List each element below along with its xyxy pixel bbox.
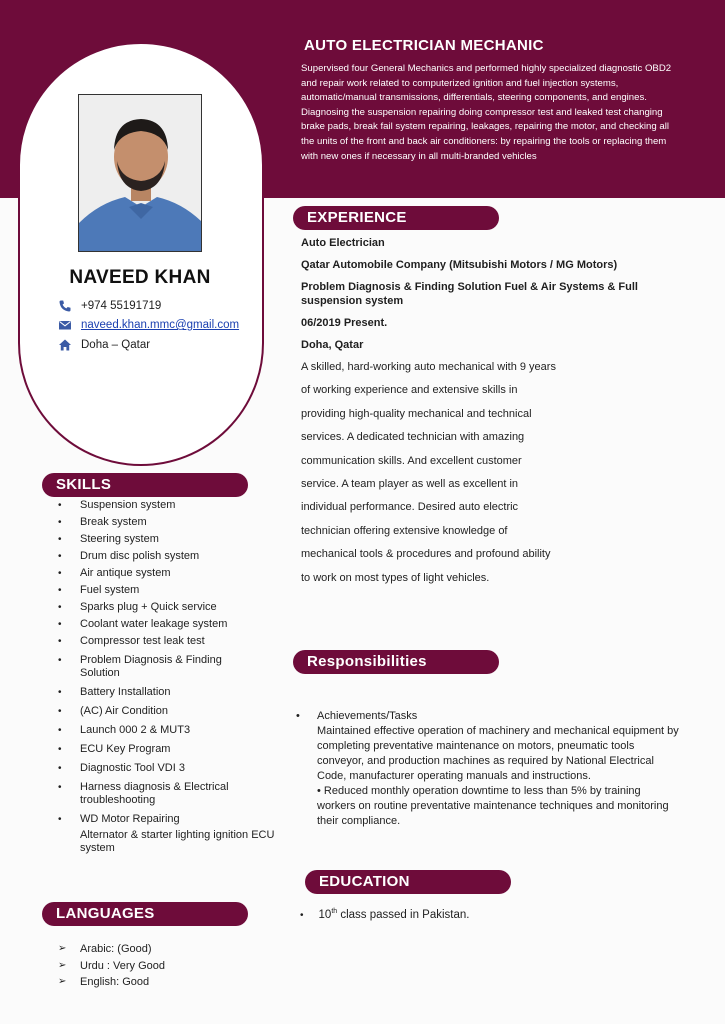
phone-number: +974 55191719 [81, 300, 162, 312]
skill-item: • Suspension system [58, 499, 310, 512]
job-title: AUTO ELECTRICIAN MECHANIC [304, 37, 544, 54]
education-num: 10 [318, 908, 332, 921]
experience-description: A skilled, hard-working auto mechanical with 9 years of working experience and extensive skills in providing high-quality mechanical and technical services. A dedicated technician with amazing communication skills. And excellent customer service. A team player as well as excellent in individual performance. Desired auto electric technician offering extensive knowledge of mechanical tools & procedures and profound ability to work on most types of light vehicles. [301, 361, 556, 584]
skill-item: • Launch 000 2 & MUT3 [58, 724, 310, 737]
contact-location [58, 338, 150, 352]
experience-heading: EXPERIENCE [293, 206, 499, 230]
languages-list [58, 941, 165, 991]
summary-paragraph-1: Supervised four General Mechanics and performed highly specialized diagnostic OBD2 and repair work related to computerized ignition and fuel injection systems, automatic/manual transmissions, differentials, steering components, and engines. [301, 63, 672, 104]
language-item: ➢ English: Good [58, 974, 165, 991]
education-sup: th [331, 908, 338, 915]
responsibilities-block [296, 709, 681, 829]
responsibility-task: Maintained effective operation of machinery and mechanical equipment by completing preventative maintenance on motors, pneumatic tools conveyor, and production machines as required by National Electrical Code, manufacturer operating manuals and instructions. [317, 725, 679, 782]
language-item: ➢ Urdu : Very Good [58, 958, 165, 975]
email-icon [58, 318, 72, 332]
skill-item: • ECU Key Program [58, 743, 310, 756]
education-text: class passed in Pakistan. [337, 908, 470, 921]
skill-item: • Problem Diagnosis & Finding Solution [58, 654, 250, 680]
skill-item: • Coolant water leakage system [58, 618, 310, 631]
location-text: Doha – Qatar [81, 339, 151, 351]
skill-item: • WD Motor Repairing [58, 813, 310, 826]
skill-item: • Battery Installation [58, 686, 310, 699]
skill-item: • Fuel system [58, 584, 310, 597]
skill-item-extra: Alternator & starter lighting ignition ECU system [80, 829, 275, 854]
skill-item: • (AC) Air Condition [58, 705, 310, 718]
skill-item: • Break system [58, 516, 310, 529]
skill-item: • Air antique system [58, 567, 310, 580]
summary-paragraph-2: Diagnosing the suspension repairing doing compressor test and leaked test changing brake pads, break fail system repairing, leakages, repairing the motor, and checking all the units of the front and back air conditioners: by repairing the tools or replacing them with new ones if necessary in all multi-branded vehicles [301, 106, 669, 162]
phone-icon [58, 299, 72, 313]
skills-heading: SKILLS [42, 473, 248, 497]
candidate-name: NAVEED KHAN [69, 267, 211, 288]
skill-item: • Drum disc polish system [58, 550, 310, 563]
experience-focus: Problem Diagnosis & Finding Solution Fuel & Air Systems & Full suspension system [301, 281, 638, 307]
contact-phone [58, 299, 161, 313]
experience-location: Doha, Qatar [301, 339, 364, 351]
responsibility-task: • Reduced monthly operation downtime to less than 5% by training workers on routine preventative maintenance techniques and monitoring their compliance. [317, 785, 669, 827]
experience-entry [301, 236, 671, 590]
education-entry [300, 908, 469, 921]
skill-item: • Steering system [58, 533, 310, 546]
language-item: ➢ Arabic: (Good) [58, 941, 165, 958]
languages-heading: LANGUAGES [42, 902, 248, 926]
skill-item: • Sparks plug + Quick service [58, 601, 310, 614]
contact-email [58, 318, 239, 332]
skills-list [58, 499, 310, 855]
skill-item: • Compressor test leak test [58, 635, 310, 648]
skill-item: • Diagnostic Tool VDI 3 [58, 762, 310, 775]
experience-role: Auto Electrician [301, 237, 385, 249]
profile-photo [78, 94, 202, 252]
experience-period: 06/2019 Present. [301, 317, 388, 329]
education-heading: EDUCATION [305, 870, 511, 894]
responsibilities-heading: Responsibilities [293, 650, 499, 674]
skill-item: • Harness diagnosis & Electrical troubleshooting [58, 781, 260, 807]
home-icon [58, 338, 72, 352]
responsibilities-subheading: • Achievements/Tasks [296, 709, 681, 724]
experience-company: Qatar Automobile Company (Mitsubishi Motors / MG Motors) [301, 259, 618, 271]
email-link[interactable]: naveed.khan.mmc@gmail.com [81, 319, 240, 331]
summary [301, 62, 681, 164]
